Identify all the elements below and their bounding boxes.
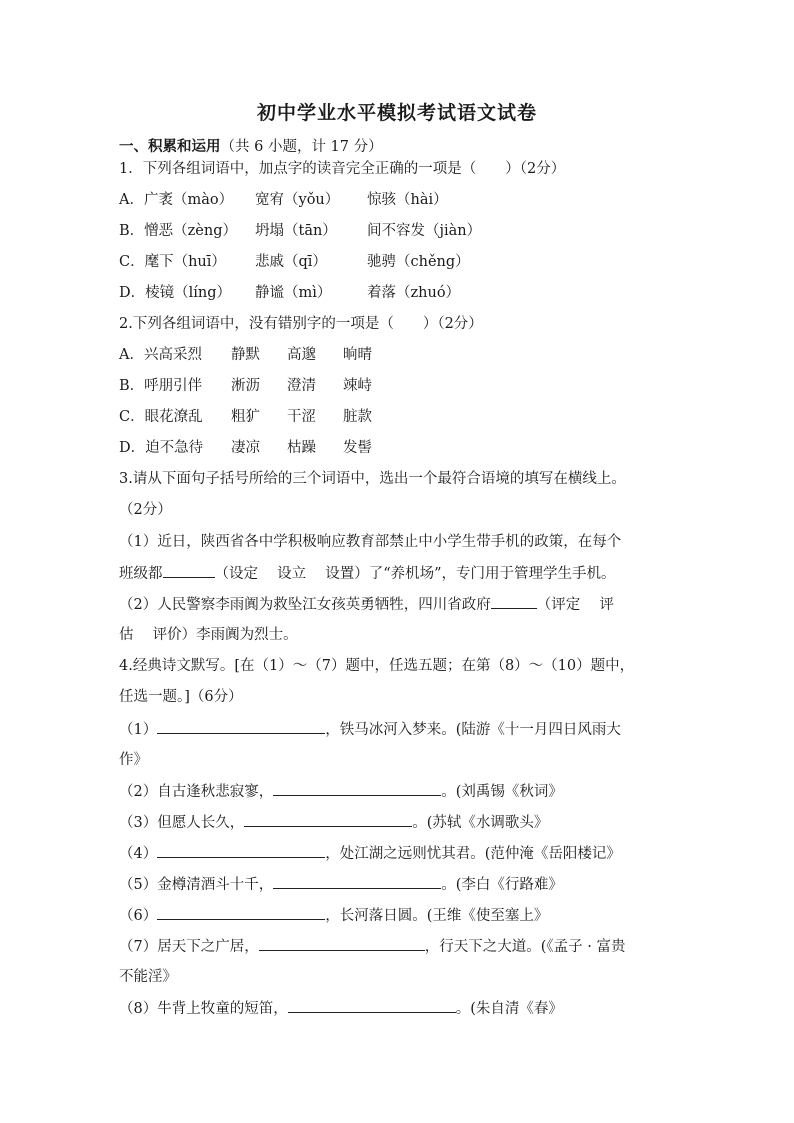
page-title: 初中学业水平模拟考试语文试卷 [256, 102, 537, 124]
answer-blank[interactable] [491, 594, 537, 609]
section-heading [119, 137, 383, 157]
answer-blank[interactable] [244, 812, 412, 827]
item-text: 。(李白《行路难》 [441, 877, 563, 893]
option-term: C．麾下（huī） [119, 254, 226, 270]
item-text: （5）金樽清酒斗十千， [119, 877, 274, 893]
question-4-item [119, 936, 625, 957]
option-term: 竦峙 [343, 378, 372, 394]
answer-blank[interactable] [259, 936, 425, 951]
option-term: 枯躁 [287, 440, 316, 456]
item-text: 。(苏轼《水调歌头》 [412, 815, 549, 831]
option-term: 高邈 [287, 347, 316, 363]
option-term: 静默 [231, 347, 260, 363]
question-2-option-c [119, 407, 372, 427]
item-text: （3）但愿人长久， [119, 815, 245, 831]
item-text: ，处江湖之远则忧其君。(范仲淹《岳阳楼记》 [325, 846, 621, 862]
option-term: 晌晴 [343, 347, 372, 363]
item-text: （8）牛背上牧童的短笛， [119, 1001, 288, 1017]
item-text: 班级都 [119, 566, 163, 582]
question-1-stem: 1．下列各组词语中，加点字的读音完全正确的一项是（ ）（2分） [119, 161, 566, 177]
question-2-stem: 2.下列各组词语中，没有错别字的一项是（ ）（2分） [119, 316, 483, 332]
question-3-stem: 3.请从下面句子括号所给的三个词语中，选出一个最符合语境的填写在横线上。 [119, 471, 626, 487]
option-term: 淅沥 [231, 378, 260, 394]
option-term: B．呼朋引伴 [119, 378, 203, 394]
option-term: 惊骇（hài） [367, 192, 448, 208]
question-4-item [119, 843, 621, 864]
item-text: （7）居天下之广居， [119, 939, 259, 955]
item-text: （2）人民警察李雨阗为救坠江女孩英勇牺牲，四川省政府 [119, 597, 491, 613]
question-4-stem: 4.经典诗文默写。[在（1）～（7）题中，任选五题；在第（8）～（10）题中， [119, 658, 635, 674]
question-2-option-b [119, 376, 372, 396]
option-term: 着落（zhuó） [367, 285, 461, 301]
option-term: 间不容发（jiàn） [367, 223, 482, 239]
answer-blank[interactable] [157, 719, 325, 734]
section-heading-detail: （共 6 小题，计 17 分） [220, 139, 383, 155]
question-4-item-cont: 作》 [119, 752, 148, 768]
option-term: 宽宥（yǒu） [255, 192, 340, 208]
question-4-stem-cont: 任选一题。]（6分） [119, 689, 243, 705]
question-1-option-c [119, 252, 470, 272]
question-4-item [119, 998, 563, 1019]
question-1-option-b [119, 221, 481, 241]
answer-blank[interactable] [157, 905, 325, 920]
option-term: A．兴高采烈 [119, 347, 202, 363]
item-text: 。(朱自清《春》 [455, 1001, 563, 1017]
item-text: （1） [119, 722, 158, 738]
item-text: ，铁马冰河入梦来。(陆游《十一月四日风雨大 [325, 722, 621, 738]
item-text: （4） [119, 846, 158, 862]
option-term: 脏款 [343, 409, 372, 425]
question-3-score: （2分） [119, 502, 172, 518]
item-text: （评定 评 [536, 597, 614, 613]
answer-blank[interactable] [273, 781, 441, 796]
answer-blank[interactable] [157, 843, 325, 858]
question-3-item-1: （1）近日，陕西省各中学积极响应教育部禁止中小学生带手机的政策，在每个 [119, 534, 622, 550]
answer-blank[interactable] [288, 998, 456, 1013]
question-1-option-d [119, 283, 460, 303]
question-3-item-1-cont [119, 563, 616, 584]
option-term: 驰骋（chěng） [367, 254, 470, 270]
question-1-option-a [119, 190, 448, 210]
answer-blank[interactable] [163, 563, 215, 578]
option-term: B．憎恶（zèng） [119, 223, 237, 239]
item-text: （6） [119, 908, 158, 924]
question-4-item [119, 781, 563, 802]
question-4-item [119, 719, 621, 740]
item-text: ，行天下之大道。(《孟子 · 富贵 [424, 939, 626, 955]
section-heading-main: 一、积累和运用 [119, 138, 221, 155]
question-2-option-a [119, 345, 372, 365]
option-term: D．棱镜（líng） [119, 285, 232, 301]
option-term: 发髻 [343, 440, 372, 456]
question-3-item-2 [119, 594, 614, 615]
option-term: 凄凉 [231, 440, 260, 456]
question-4-item [119, 812, 548, 833]
item-text: （2）自古逢秋悲寂寥， [119, 784, 274, 800]
question-4-item [119, 874, 563, 895]
option-term: 干涩 [287, 409, 316, 425]
question-4-item-cont: 不能淫》 [119, 969, 177, 985]
question-2-option-d [119, 438, 372, 458]
item-text: ，长河落日圆。(王维《使至塞上》 [325, 908, 549, 924]
option-term: 静谧（mì） [255, 285, 332, 301]
item-text: 。(刘禹锡《秋词》 [441, 784, 563, 800]
option-term: 澄清 [287, 378, 316, 394]
question-3-item-2-cont: 估 评价）李雨阗为烈士。 [119, 627, 298, 643]
option-term: A．广袤（mào） [119, 192, 234, 208]
question-4-item [119, 905, 548, 926]
item-text: （设定 设立 设置）了“养机场”，专门用于管理学生手机。 [214, 566, 616, 582]
option-term: C．眼花潦乱 [119, 409, 203, 425]
option-term: 粗犷 [231, 409, 260, 425]
answer-blank[interactable] [273, 874, 441, 889]
option-term: 悲戚（qī） [255, 254, 327, 270]
option-term: D．迫不急待 [119, 440, 204, 456]
option-term: 坍塌（tān） [255, 223, 337, 239]
